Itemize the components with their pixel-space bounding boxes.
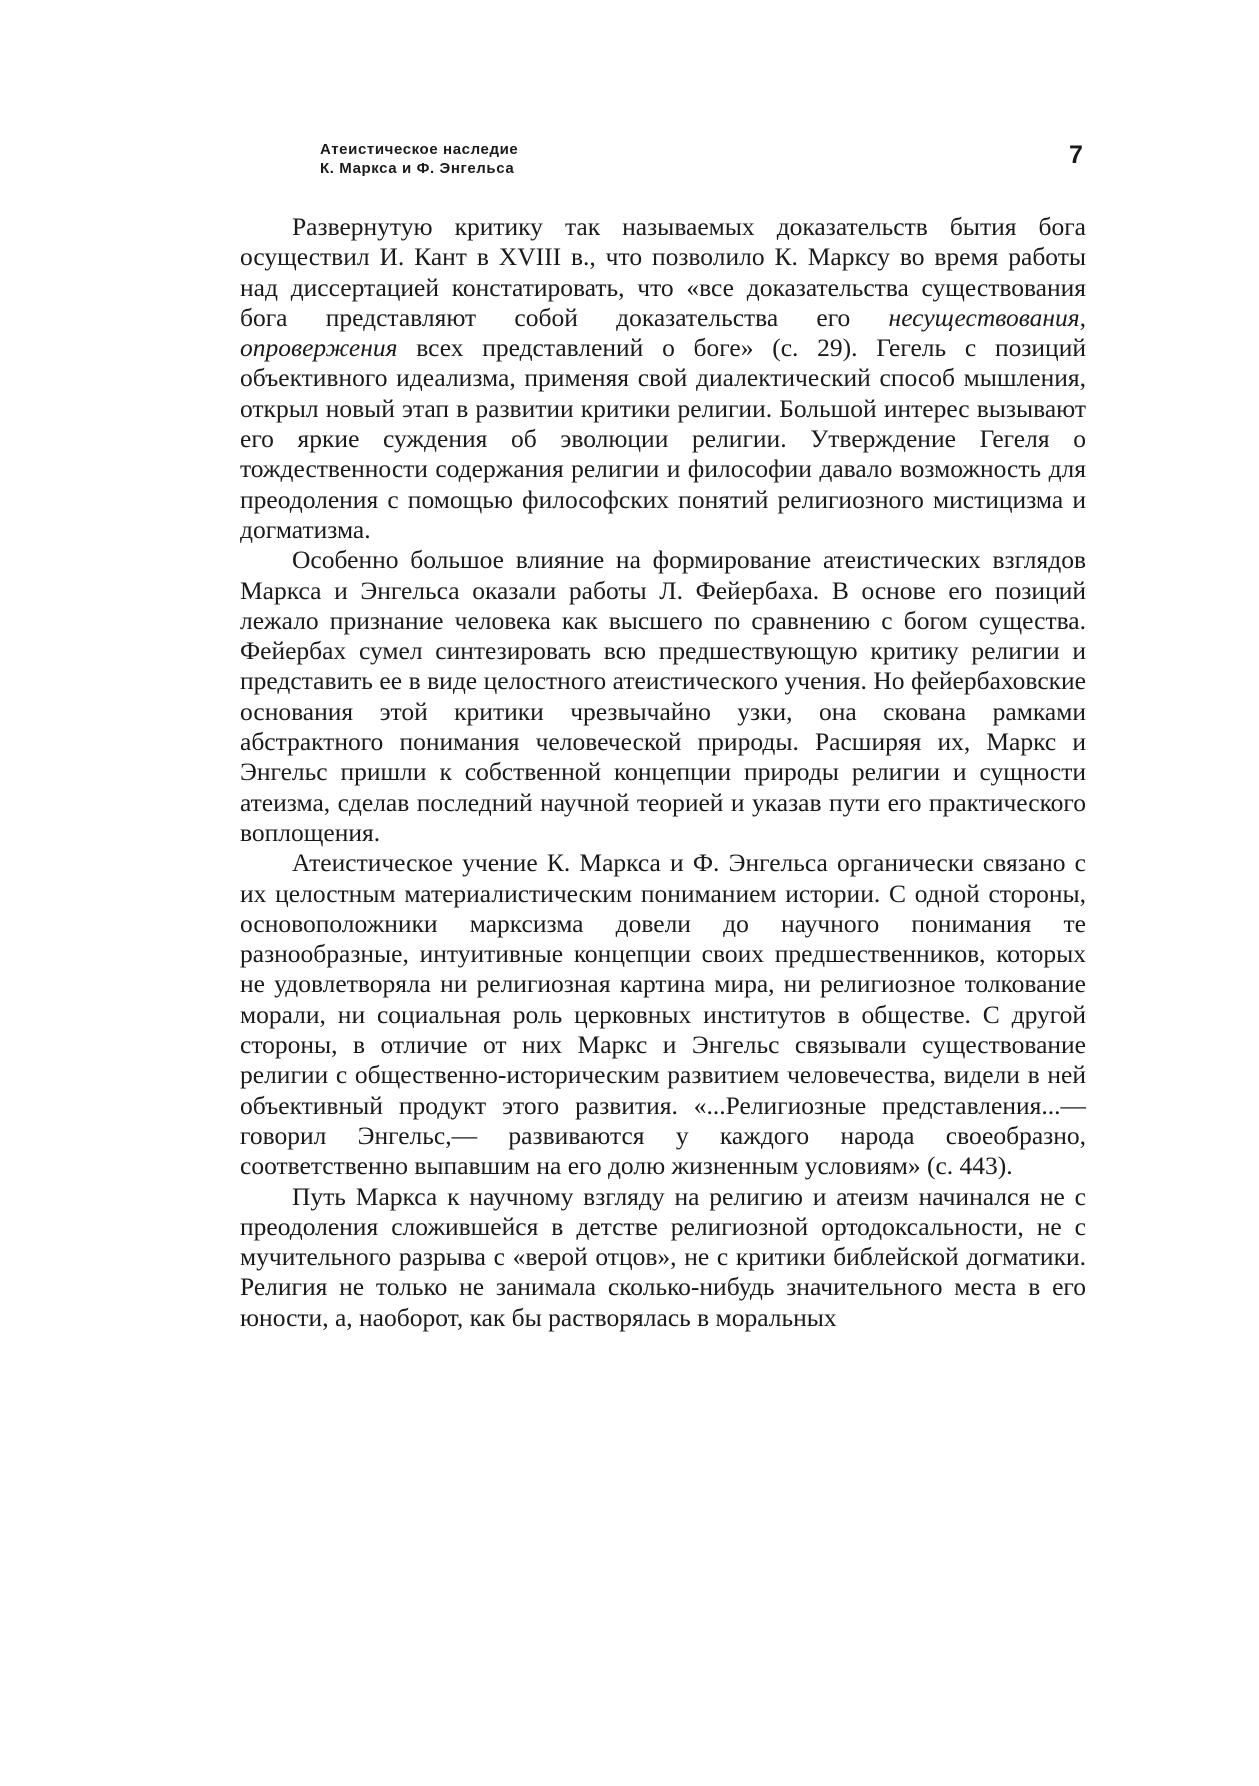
paragraph-4: Путь Маркса к научному взгляду на религию и атеизм начинался не с преодоления сложившейся в детстве религиозной ортодоксальности, не с мучительного разрыва с «верой отцов», не с критики библейской догматики. Религия не только не занимала сколько-нибудь значительного места в его юности, а, наоборот, как бы растворялась в моральных [240, 1181, 1086, 1332]
running-head [320, 140, 518, 178]
paragraph-1 [240, 212, 1086, 545]
paragraph-1-part-b: всех представлений о боге» (с. 29). Гегель с позиций объективного идеализма, применяя свой диалектический способ мышления, открыл новый этап в развитии критики религии. Большой интерес вызывают его яркие суждения об эволюции религии. Утверждение Гегеля о тождественности содержания религии и философии давало возможность для преодоления с помощью философских понятий религиозного мистицизма и догматизма. [240, 333, 1086, 544]
page-number: 7 [1069, 141, 1083, 169]
running-head-line-1: Атеистическое наследие [320, 141, 519, 158]
paragraph-3: Атеистическое учение К. Маркса и Ф. Энгельса органически связано с их целостным материалистическим пониманием истории. С одной стороны, основоположники марксизма довели до научного понимания те разнообразные, интуитивные концепции своих предшественников, которых не удовлетворяла ни религиозная картина мира, ни религиозное толкование морали, ни социальная роль церковных институтов в обществе. С другой стороны, в отличие от них Маркс и Энгельс связывали существование религии с общественно-историческим развитием человечества, видели в ней объективный продукт этого развития. «...Религиозные представления...— говорил Энгельс,— развиваются у каждого народа своеобразно, соответственно выпавшим на его долю жизненным условиям» (с. 443). [240, 848, 1086, 1181]
paragraph-2: Особенно большое влияние на формирование атеистических взглядов Маркса и Энгельса оказали работы Л. Фейербаха. В основе его позиций лежало признание человека как высшего по сравнению с богом существа. Фейербах сумел синтезировать всю предшествующую критику религии и представить ее в виде целостного атеистического учения. Но фейербаховские основания этой критики чрезвычайно узки, она скована рамками абстрактного понимания человеческой природы. Расширяя их, Маркс и Энгельс пришли к собственной концепции природы религии и сущности атеизма, сделав последний научной теорией и указав пути его практического воплощения. [240, 545, 1086, 847]
paragraph-1-part-a: Развернутую критику так называемых доказательств бытия бога осуществил И. Кант в XVIII в., что позволило К. Марксу во время работы над диссертацией констатировать, что «все доказательства существования бога представляют собой доказательства его [240, 212, 1086, 332]
running-head-line-2: К. Маркса и Ф. Энгельса [320, 160, 515, 177]
paragraph-1-emphasis: несуществования, опровержения [240, 302, 1086, 363]
body-text [240, 212, 1086, 1333]
